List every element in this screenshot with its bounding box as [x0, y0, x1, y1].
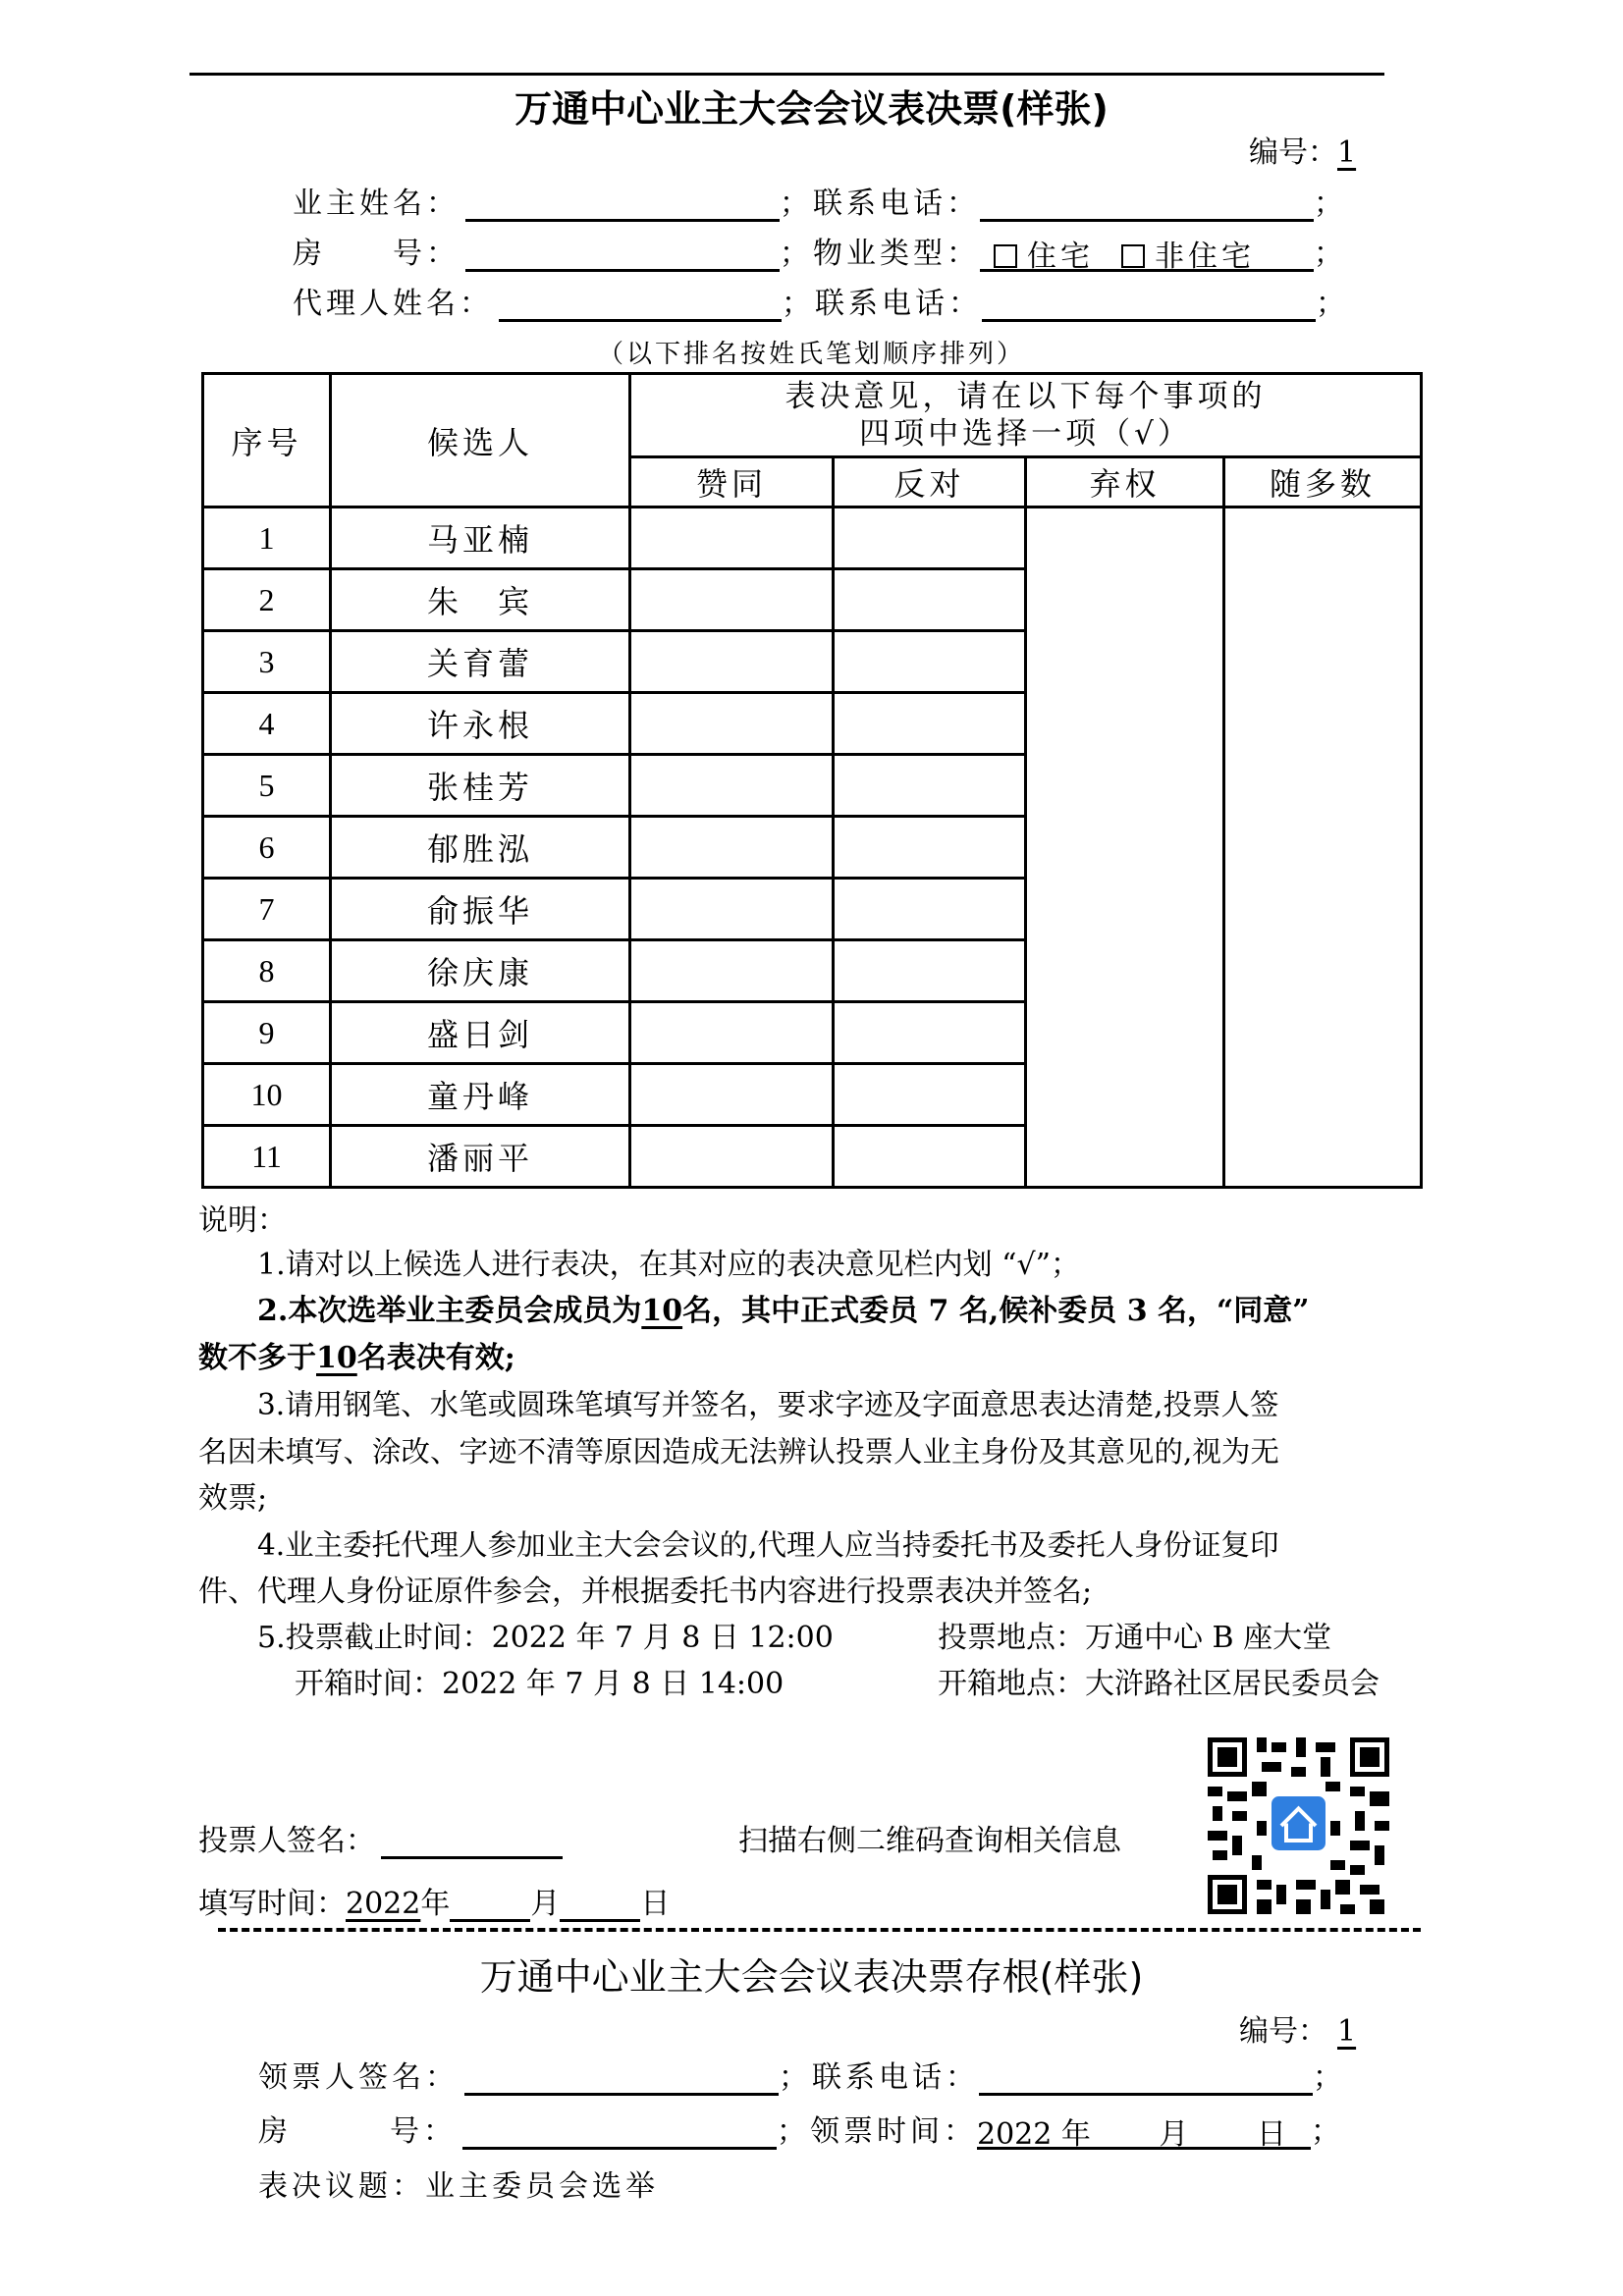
approve-cell[interactable]: [630, 631, 834, 693]
separator: ；: [1316, 287, 1349, 321]
residential-option: 住宅: [1027, 240, 1094, 274]
stub-topic-row: [258, 2169, 659, 2205]
row-index: 8: [203, 940, 331, 1002]
owner-name-label: 业主姓名：: [293, 187, 460, 221]
note-3-line1: 3.请用钢笔、水笔或圆珠笔填写并签名，要求字迹及字面意思表达清楚,投票人签: [257, 1388, 1279, 1421]
room-label-b: 号：: [393, 237, 460, 271]
row-candidate: 朱 宾: [331, 569, 630, 631]
day-unit: 日: [640, 1887, 671, 1921]
room-number-field[interactable]: [465, 240, 780, 272]
row-index: 6: [203, 817, 331, 879]
residential-checkbox[interactable]: [994, 244, 1017, 268]
stub-room-label-b: 号：: [390, 2114, 457, 2149]
non-residential-checkbox[interactable]: [1121, 244, 1145, 268]
approve-cell[interactable]: [630, 755, 834, 817]
row-index: 3: [203, 631, 331, 693]
header-abstain: 弃权: [1026, 457, 1224, 507]
header-follow-majority: 随多数: [1224, 457, 1422, 507]
approve-cell[interactable]: [630, 940, 834, 1002]
approve-cell[interactable]: [630, 507, 834, 569]
header-opinion-line1: 表决意见，请在以下每个事项的: [784, 379, 1267, 414]
stub-serial-label: 编号：: [1239, 2014, 1327, 2049]
oppose-cell[interactable]: [834, 755, 1026, 817]
header-opinion: [630, 374, 1422, 457]
oppose-cell[interactable]: [834, 879, 1026, 940]
note-4-line1: 4.业主委托代理人参加业主大会会议的,代理人应当持委托书及委托人身份证复印: [257, 1528, 1279, 1562]
row-index: 5: [203, 755, 331, 817]
room-row: [293, 237, 1347, 272]
notes-heading: 说明：: [198, 1203, 287, 1238]
serial-value: 1: [1337, 135, 1357, 170]
approve-cell[interactable]: [630, 1126, 834, 1188]
note-2-line1: [257, 1288, 1310, 1334]
stub-serial-value: 1: [1337, 2014, 1357, 2049]
qr-code-icon: [1203, 1733, 1394, 1919]
row-index: 1: [203, 507, 331, 569]
owner-phone-field[interactable]: [980, 189, 1314, 222]
separator: ；: [779, 2060, 812, 2095]
approve-cell[interactable]: [630, 1064, 834, 1126]
fill-month-field[interactable]: [450, 1890, 530, 1922]
row-index: 2: [203, 569, 331, 631]
row-index: 4: [203, 693, 331, 755]
property-type-field: [980, 240, 1314, 272]
proxy-name-field[interactable]: [499, 290, 782, 322]
separator: ；: [1314, 187, 1347, 221]
stub-receiver-row: [258, 2060, 1346, 2096]
approve-cell[interactable]: [630, 817, 834, 879]
row-candidate: 童丹峰: [331, 1064, 630, 1126]
note-2-text-b: 名，其中正式委员 7 名,候补委员 3 名，“同意”: [682, 1294, 1310, 1328]
stub-phone-label: 联系电话：: [812, 2060, 979, 2095]
top-rule: [189, 73, 1384, 76]
separator: ；: [780, 187, 813, 221]
oppose-cell[interactable]: [834, 1002, 1026, 1064]
topic-label: 表决议题：: [258, 2169, 425, 2204]
note-1: 1.请对以上候选人进行表决，在其对应的表决意见栏内划 “√”；: [257, 1248, 1080, 1282]
proxy-name-label: 代理人姓名：: [293, 287, 493, 321]
approve-cell[interactable]: [630, 569, 834, 631]
topic-value: 业主委员会选举: [425, 2169, 659, 2204]
owner-phone-label: 联系电话：: [813, 187, 980, 221]
stub-serial: [1239, 2014, 1356, 2050]
serial-label: 编号：: [1249, 135, 1337, 170]
voter-sign-label: 投票人签名：: [198, 1824, 375, 1858]
month-unit: 月: [530, 1887, 561, 1921]
separator: ；: [1311, 2114, 1344, 2149]
note-2-text-a: 2.本次选举业主委员会成员为: [257, 1294, 642, 1328]
year-unit: 年: [420, 1887, 451, 1921]
separator: ；: [777, 2114, 810, 2149]
owner-row: [293, 187, 1347, 222]
receive-time-label: 领票时间：: [810, 2114, 977, 2149]
receiver-sign-field[interactable]: [464, 2063, 779, 2096]
fill-time-label: 填写时间：: [198, 1887, 346, 1921]
oppose-cell[interactable]: [834, 693, 1026, 755]
approve-cell[interactable]: [630, 879, 834, 940]
receiver-sign-label: 领票人签名：: [258, 2060, 459, 2095]
oppose-cell[interactable]: [834, 1126, 1026, 1188]
stub-room-row: [258, 2114, 1344, 2150]
row-index: 9: [203, 1002, 331, 1064]
proxy-phone-label: 联系电话：: [815, 287, 982, 321]
receive-time-field[interactable]: 2022 年 月 日: [977, 2117, 1311, 2150]
approve-cell[interactable]: [630, 693, 834, 755]
header-opinion-line2: 四项中选择一项（√）: [859, 416, 1192, 452]
oppose-cell[interactable]: [834, 507, 1026, 569]
oppose-cell[interactable]: [834, 817, 1026, 879]
separator: ；: [780, 237, 813, 271]
row-candidate: 俞振华: [331, 879, 630, 940]
row-candidate: 潘丽平: [331, 1126, 630, 1188]
row-candidate: 许永根: [331, 693, 630, 755]
qr-hint: 扫描右侧二维码查询相关信息: [738, 1824, 1121, 1858]
voter-sign-row: [198, 1824, 563, 1859]
oppose-cell[interactable]: [834, 631, 1026, 693]
header-index: 序号: [203, 374, 331, 507]
oppose-cell[interactable]: [834, 1064, 1026, 1126]
row-candidate: 张桂芳: [331, 755, 630, 817]
note-2-count: 10: [641, 1294, 683, 1328]
order-note: （以下排名按姓氏笔划顺序排列）: [597, 340, 1025, 369]
fill-time-row: [198, 1887, 670, 1922]
stub-title: 万通中心业主大会会议表决票存根(样张): [479, 1955, 1144, 1999]
stub-room-label-a: 房: [258, 2114, 292, 2149]
note-4-line2: 件、代理人身份证原件参会，并根据委托书内容进行投票表决并签名;: [198, 1575, 1093, 1609]
oppose-cell[interactable]: [834, 940, 1026, 1002]
proxy-row: [293, 287, 1349, 322]
fill-year: 2022: [346, 1887, 421, 1921]
room-label-a: 房: [293, 237, 326, 271]
stub-phone-field[interactable]: [979, 2063, 1313, 2096]
row-candidate: 徐庆康: [331, 940, 630, 1002]
row-candidate: 关育蕾: [331, 631, 630, 693]
row-index: 11: [203, 1126, 331, 1188]
ballot-title: 万通中心业主大会会议表决票(样张): [514, 87, 1109, 131]
serial-number: [1249, 135, 1356, 171]
separator: ；: [782, 287, 815, 321]
separator: ；: [1313, 2060, 1346, 2095]
note-3-line2: 名因未填写、涂改、字迹不清等原因造成无法辨认投票人业主身份及其意见的,视为无: [198, 1435, 1279, 1468]
cut-line: [218, 1928, 1421, 1932]
note-2-text-c: 数不多于: [198, 1341, 316, 1375]
row-candidate: 马亚楠: [331, 507, 630, 569]
row-index: 7: [203, 879, 331, 940]
note-5-place: 投票地点：万通中心 B 座大堂: [938, 1621, 1332, 1655]
abstain-cell[interactable]: [1026, 507, 1224, 1188]
note-2-text-d: 名表决有效;: [356, 1341, 515, 1375]
note-2-line2: [198, 1335, 515, 1381]
note-3-line3: 效票;: [198, 1481, 268, 1516]
header-candidate: 候选人: [331, 374, 630, 507]
approve-cell[interactable]: [630, 1002, 834, 1064]
header-approve: 赞同: [630, 457, 834, 507]
row-index: 10: [203, 1064, 331, 1126]
follow-majority-cell[interactable]: [1224, 507, 1422, 1188]
note-5-open-time: 开箱时间：2022 年 7 月 8 日 14:00: [295, 1667, 784, 1701]
row-candidate: 郁胜泓: [331, 817, 630, 879]
stub-room-field[interactable]: [462, 2117, 777, 2150]
row-candidate: 盛日剑: [331, 1002, 630, 1064]
oppose-cell[interactable]: [834, 569, 1026, 631]
note-5-deadline: 5.投票截止时间：2022 年 7 月 8 日 12:00: [257, 1621, 834, 1655]
table-row: [203, 507, 1422, 569]
voter-sign-field[interactable]: [381, 1827, 563, 1859]
vote-table: [201, 372, 1423, 1189]
note-2-count-2: 10: [316, 1341, 357, 1375]
separator: ；: [1314, 237, 1347, 271]
note-5-open-place: 开箱地点：大浒路社区居民委员会: [938, 1667, 1380, 1701]
property-type-label: 物业类型：: [813, 237, 980, 271]
non-residential-option: 非住宅: [1155, 240, 1255, 274]
owner-name-field[interactable]: [465, 189, 780, 222]
fill-day-field[interactable]: [560, 1890, 640, 1922]
proxy-phone-field[interactable]: [982, 290, 1316, 322]
header-oppose: 反对: [834, 457, 1026, 507]
